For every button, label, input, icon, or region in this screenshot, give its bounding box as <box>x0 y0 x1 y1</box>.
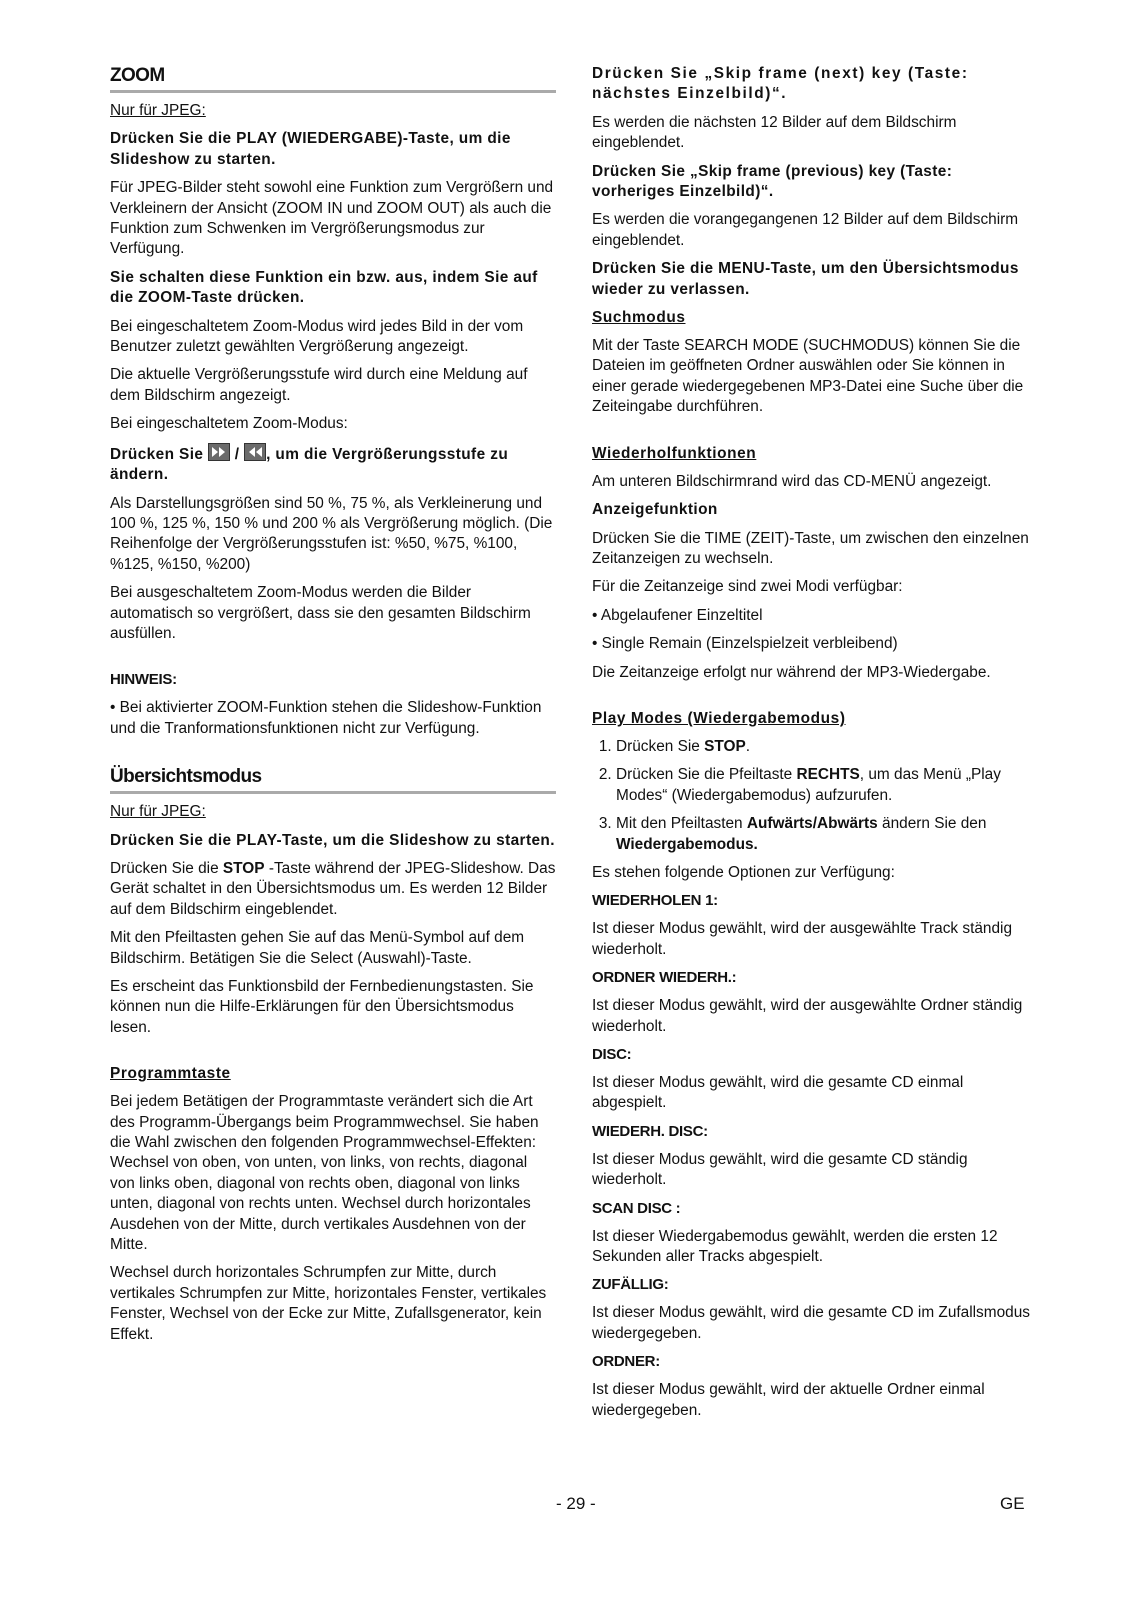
overview-paragraph: Drücken Sie die PLAY-Taste, um die Slideshow zu starten. <box>110 831 555 849</box>
left-column <box>110 64 556 1353</box>
step-key: Wiedergabemodus. <box>616 835 758 853</box>
option-paragraph: Ist dieser Modus gewählt, wird der aktuelle Ordner einmal wiedergegeben. <box>592 1381 985 1419</box>
list-item <box>616 737 1038 757</box>
skip-prev-heading: Drücken Sie „Skip frame (previous) key (Taste: vorheriges Einzelbild)“. <box>592 162 953 201</box>
overview-paragraph: Es erscheint das Funktionsbild der Fernbedienungstasten. Sie können nun die Hilfe-Erklärungen für den Übersichtsmodus lesen. <box>110 978 534 1036</box>
step-key: STOP <box>704 737 746 755</box>
step-text: . <box>745 737 751 755</box>
zoom-heading: ZOOM <box>110 65 165 86</box>
overview-heading: Übersichtsmodus <box>110 766 262 788</box>
option-paragraph: Ist dieser Wiedergabemodus gewählt, werden die ersten 12 Sekunden aller Tracks abgespielt. <box>592 1227 998 1266</box>
play-modes-steps <box>592 737 1038 855</box>
zoom-instruction-text: , um die Vergrößerungsstufe zu ändern. <box>110 445 509 484</box>
option-heading: ORDNER WIEDERH.: <box>592 969 737 987</box>
heading-rule <box>110 90 556 93</box>
program-paragraph: Wechsel durch horizontales Schrumpfen zur Mitte, durch vertikales Schrumpfen zur Mitte, horizontales Fenster, vertikales Fenster, Wechsel von der Ecke zur Mitte, Zufallsgenerator, kein Effekt. <box>110 1264 547 1343</box>
zoom-instruction-sep: / <box>230 445 245 463</box>
zoom-paragraph: Als Darstellungsgrößen sind 50 %, 75 %, als Verkleinerung und 100 %, 125 %, 150 % und 200 % als Vergrößerung möglich. (Die Reihenfolge der Vergrößerungsstufen ist: %50, %75, %100, %125, %150, %200) <box>110 494 553 573</box>
program-heading: Programmtaste <box>110 1065 231 1083</box>
zoom-paragraph: Bei eingeschaltetem Zoom-Modus wird jedes Bild in der vom Benutzer zuletzt gewählten Vergrößerung angezeigt. <box>110 317 524 356</box>
repeat-heading: Wiederholfunktionen <box>592 444 757 462</box>
search-heading: Suchmodus <box>592 309 686 327</box>
overview-jpeg-note: Nur für JPEG: <box>110 803 206 821</box>
display-paragraph: Die Zeitanzeige erfolgt nur während der MP3-Wiedergabe. <box>592 663 991 681</box>
menu-paragraph: Drücken Sie die MENU-Taste, um den Übersichtsmodus wieder zu verlassen. <box>592 260 1019 298</box>
step-text: Drücken Sie <box>616 737 705 755</box>
option-paragraph: Ist dieser Modus gewählt, wird die gesamte CD einmal abgespielt. <box>592 1074 964 1112</box>
zoom-paragraph: Sie schalten diese Funktion ein bzw. aus, indem Sie auf die ZOOM-Taste drücken. <box>110 268 538 307</box>
list-item: • Single Remain (Einzelspielzeit verbleibend) <box>592 635 898 653</box>
option-paragraph: Ist dieser Modus gewählt, wird der ausgewählte Ordner ständig wiederholt. <box>592 997 1023 1035</box>
option-heading: WIEDERH. DISC: <box>592 1122 708 1140</box>
step-text: , um das Menü „Play Modes“ (Wiedergabemodus) aufzurufen. <box>616 766 1001 804</box>
display-paragraph: Für die Zeitanzeige sind zwei Modi verfügbar: <box>592 578 903 596</box>
zoom-instruction-text: Drücken Sie <box>110 445 209 463</box>
zoom-paragraph: Für JPEG-Bilder steht sowohl eine Funktion zum Vergrößern und Verkleinern der Ansicht (ZOOM IN und ZOOM OUT) als auch die Funktion zum Schwenken im Vergrößerungsmodus zur Verfügung. <box>110 179 554 258</box>
zoom-paragraph: Drücken Sie die PLAY (WIEDERGABE)-Taste, um die Slideshow zu starten. <box>110 130 511 168</box>
option-heading: SCAN DISC : <box>592 1199 681 1217</box>
list-item <box>616 765 1038 806</box>
display-paragraph: Drücken Sie die TIME (ZEIT)-Taste, um zwischen den einzelnen Zeitanzeigen zu wechseln. <box>592 529 1029 567</box>
step-key: RECHTS <box>796 766 860 784</box>
play-modes-heading: Play Modes (Wiedergabemodus) <box>592 709 846 727</box>
stop-label: STOP <box>222 859 265 877</box>
heading-rule <box>110 791 556 794</box>
step-key: Aufwärts/Abwärts <box>746 815 878 833</box>
rewind-icon <box>244 443 266 461</box>
hinweis-paragraph: • Bei aktivierter ZOOM-Funktion stehen die Slideshow-Funktion und die Tranformationsfunktionen nicht zur Verfügung. <box>110 699 542 737</box>
list-item: • Abgelaufener Einzeltitel <box>592 606 763 624</box>
zoom-jpeg-note: Nur für JPEG: <box>110 102 206 119</box>
option-heading: WIEDERHOLEN 1: <box>592 892 718 910</box>
search-paragraph: Mit der Taste SEARCH MODE (SUCHMODUS) können Sie die Dateien im geöffneten Ordner auswählen oder Sie können in einer gerade wiedergegebenen MP3-Datei eine Suche über die Zeiteingabe durchführen. <box>592 337 1024 416</box>
language-code: GE <box>1000 1494 1025 1513</box>
step-text: ändern Sie den <box>877 815 987 833</box>
overview-text: Drücken Sie die <box>110 859 223 877</box>
option-paragraph: Ist dieser Modus gewählt, wird die gesamte CD im Zufallsmodus wiedergegeben. <box>592 1304 1030 1342</box>
overview-paragraph: Mit den Pfeiltasten gehen Sie auf das Menü-Symbol auf dem Bildschirm. Betätigen Sie die Select (Auswahl)-Taste. <box>110 929 525 967</box>
skip-next-paragraph: Es werden die nächsten 12 Bilder auf dem Bildschirm eingeblendet. <box>592 113 957 152</box>
display-heading: Anzeigefunktion <box>592 501 718 519</box>
right-column <box>592 64 1038 1429</box>
program-paragraph: Bei jedem Betätigen der Programmtaste verändert sich die Art des Programm-Übergangs beim Programmwechsel. Sie haben die Wahl zwischen den folgenden Programmwechsel-Effekten: Wechsel von oben, von unten, von links, von rechts, diagonal von links oben, diagonal von rechts oben, diagonal von links unten, diagonal von rechts unten. Wechsel durch horizontales Ausdehen von der Mitte, durch vertikales Ausdehnen von der Mitte. <box>110 1093 539 1254</box>
overview-text: -Taste während der JPEG-Slideshow. Das Gerät schaltet in den Übersichtsmodus um. Es werden 12 Bilder auf dem Bildschirm eingeblendet. <box>110 859 556 918</box>
zoom-paragraph: Bei eingeschaltetem Zoom-Modus: <box>110 415 348 433</box>
skip-prev-paragraph: Es werden die vorangegangenen 12 Bilder auf dem Bildschirm eingeblendet. <box>592 211 1019 249</box>
fast-forward-icon <box>208 443 230 461</box>
page-number: - 29 - <box>556 1494 596 1513</box>
zoom-paragraph: Die aktuelle Vergrößerungsstufe wird durch eine Meldung auf dem Bildschirm angezeigt. <box>110 366 528 404</box>
repeat-paragraph: Am unteren Bildschirmrand wird das CD-MENÜ angezeigt. <box>592 472 992 490</box>
options-intro: Es stehen folgende Optionen zur Verfügung: <box>592 863 895 881</box>
option-paragraph: Ist dieser Modus gewählt, wird der ausgewählte Track ständig wiederholt. <box>592 920 1013 958</box>
zoom-instruction <box>110 443 556 486</box>
step-text: Mit den Pfeiltasten <box>616 815 747 833</box>
overview-paragraph <box>110 859 556 920</box>
zoom-paragraph: Bei ausgeschaltetem Zoom-Modus werden die Bilder automatisch so vergrößert, dass sie den gesamten Bildschirm ausfüllen. <box>110 584 531 642</box>
option-heading: ORDNER: <box>592 1353 660 1371</box>
hinweis-heading: HINWEIS: <box>110 671 177 689</box>
skip-next-heading: Drücken Sie „Skip frame (next) key (Taste: nächstes Einzelbild)“. <box>592 65 969 103</box>
option-heading: ZUFÄLLIG: <box>592 1276 669 1294</box>
option-heading: DISC: <box>592 1046 632 1063</box>
list-item <box>616 814 1038 855</box>
step-text: Drücken Sie die Pfeiltaste <box>616 766 797 784</box>
option-paragraph: Ist dieser Modus gewählt, wird die gesamte CD ständig wiederholt. <box>592 1150 968 1189</box>
